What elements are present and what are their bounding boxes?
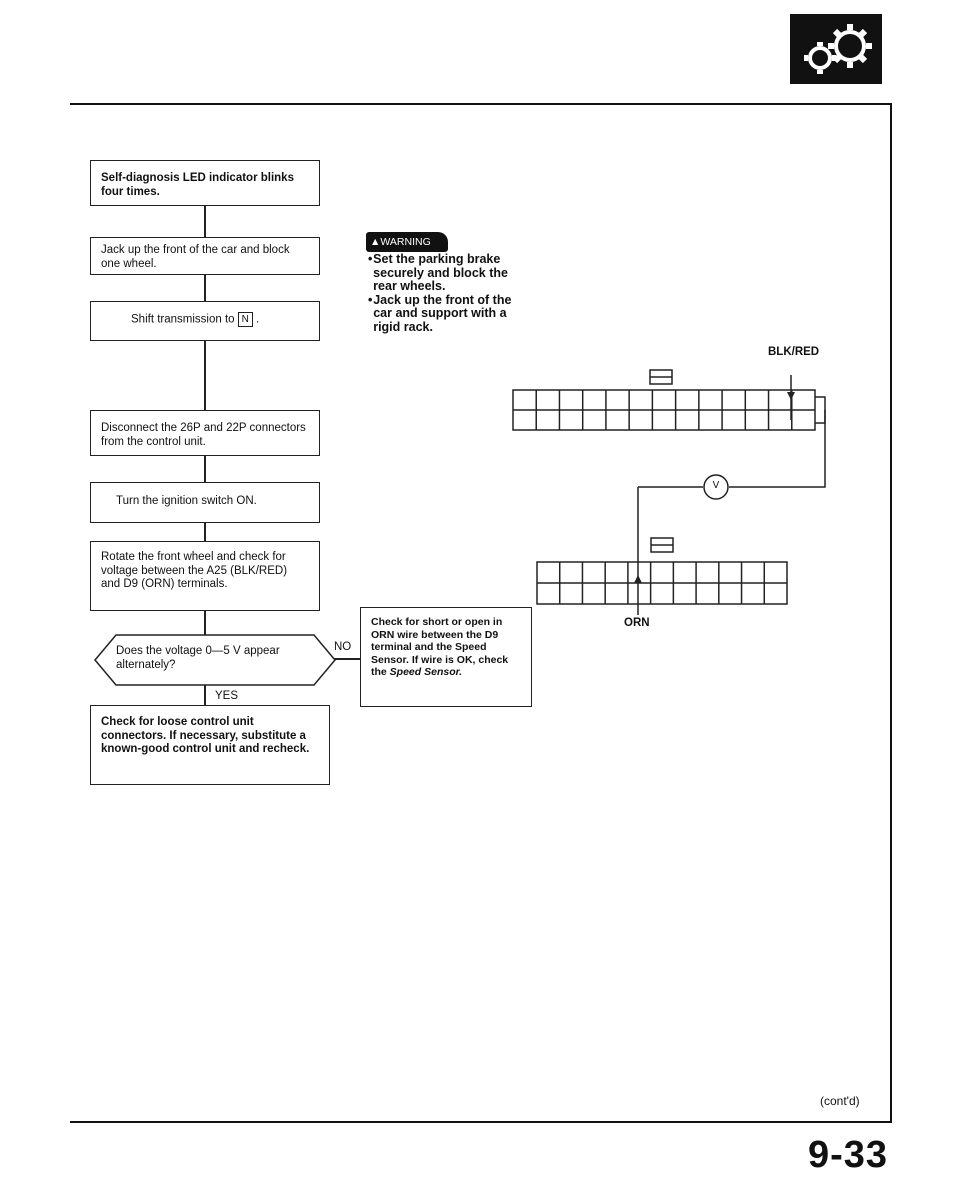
connector-2-3 — [204, 274, 206, 302]
connector-6-decision — [204, 610, 206, 636]
step-shift-neutral — [90, 301, 320, 341]
yes-label: YES — [215, 690, 239, 702]
step-rotate-wheel: Rotate the front wheel and check for voltage between the A25 (BLK/RED) and D9 (ORN) terminals. — [90, 541, 320, 611]
connector-5-6 — [204, 522, 206, 542]
blk-red-wire-label: BLK/RED — [768, 346, 820, 358]
connector-1-2 — [204, 204, 206, 238]
orn-wire-label: ORN — [624, 617, 650, 629]
continued-note: (cont'd) — [820, 1094, 860, 1108]
wiring-diagram — [505, 340, 845, 640]
step-disconnect: Disconnect the 26P and 22P connectors from the control unit. — [90, 410, 320, 456]
warning-item: • Jack up the front of the car and support with a rigid rack. — [368, 294, 520, 335]
neutral-key: N — [238, 312, 253, 327]
bottom-rule — [70, 1121, 892, 1123]
decision-text: Does the voltage 0—5 V appear alternately? — [116, 645, 280, 671]
connector-decision-no — [334, 658, 360, 660]
result-no-text: Check for short or open in ORN wire between the D9 terminal and the Speed Sensor. If wire is OK, check the — [371, 616, 509, 678]
wiring-diagram-graphic — [505, 340, 845, 640]
decision-voltage — [94, 634, 336, 686]
warning-triangle-icon: ▲ — [370, 236, 381, 248]
result-no-italic: Speed Sensor. — [389, 666, 463, 678]
warning-item-text: Jack up the front of the car and support with a rigid rack. — [373, 292, 512, 334]
step-jack-up: Jack up the front of the car and block one wheel. — [90, 237, 320, 275]
right-rule — [890, 103, 892, 1123]
step-led-blinks: Self-diagnosis LED indicator blinks four times. — [90, 160, 320, 206]
warning-badge — [366, 232, 448, 252]
connector-4-5 — [204, 455, 206, 483]
top-rule — [70, 103, 892, 105]
warning-item: • Set the parking brake securely and block the rear wheels. — [368, 253, 520, 294]
connector-decision-yes — [204, 683, 206, 705]
no-label: NO — [334, 641, 352, 653]
step-shift-text: Shift transmission to — [131, 313, 235, 326]
warning-item-text: Set the parking brake securely and block the rear wheels. — [373, 252, 508, 293]
page-number: 9-33 — [808, 1134, 889, 1176]
connector-3-4 — [204, 340, 206, 410]
voltmeter-label: V — [712, 480, 720, 491]
step-ignition-on: Turn the ignition switch ON. — [90, 482, 320, 523]
warning-badge-label: WARNING — [380, 236, 431, 248]
engine-gear-icon — [790, 14, 882, 84]
warning-list — [368, 253, 520, 334]
step-shift-suffix: . — [255, 313, 260, 326]
result-yes-check-connectors: Check for loose control unit connectors. If necessary, substitute a known-good control unit and recheck. — [90, 705, 330, 785]
